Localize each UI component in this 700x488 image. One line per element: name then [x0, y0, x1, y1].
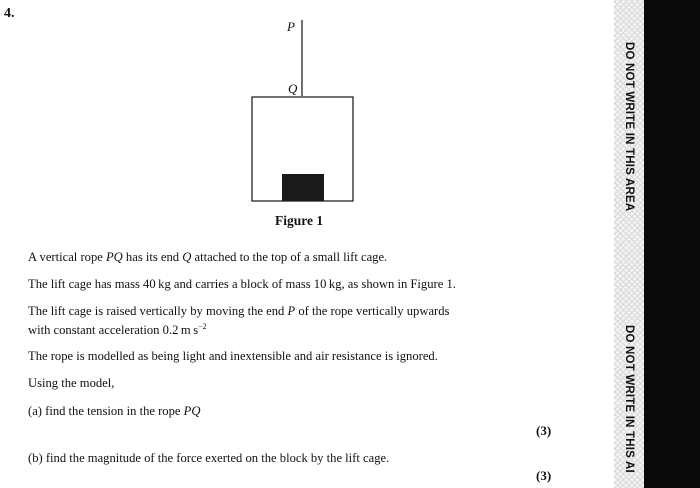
question-number: 4. — [4, 6, 15, 21]
paragraph-3: The lift cage is raised vertically by moving the end P of the rope vertically upwards with constant acceleration 0.2 m $s^{-2}$ — [28, 304, 450, 338]
figure-caption: Figure 1 — [275, 213, 324, 228]
lift-cage-figure — [240, 12, 370, 222]
marks-b: (3) — [536, 468, 552, 483]
paragraph-4: The rope is modelled as being light and inextensible and air resistance is ignored. — [28, 349, 438, 363]
paragraph-1: A vertical rope PQ has its end Q attached to the top of a small lift cage. — [28, 250, 388, 264]
margin-warning-bottom: DO NOT WRITE IN THIS AI — [623, 325, 635, 473]
paragraph-5: Using the model, — [28, 376, 115, 390]
block — [282, 174, 324, 201]
paragraph-2: The lift cage has mass 40 kg and carries a block of mass 10 kg, as shown in Figure 1. — [28, 277, 456, 291]
part-b: (b) find the magnitude of the force exerted on the block by the lift cage. — [28, 451, 390, 465]
page-edge — [644, 0, 700, 488]
margin-warning-top: DO NOT WRITE IN THIS AREA — [623, 42, 635, 212]
marks-a: (3) — [536, 423, 552, 438]
part-a: (a) find the tension in the rope PQ — [28, 404, 201, 418]
label-q: Q — [288, 81, 298, 96]
label-p: P — [287, 19, 295, 34]
